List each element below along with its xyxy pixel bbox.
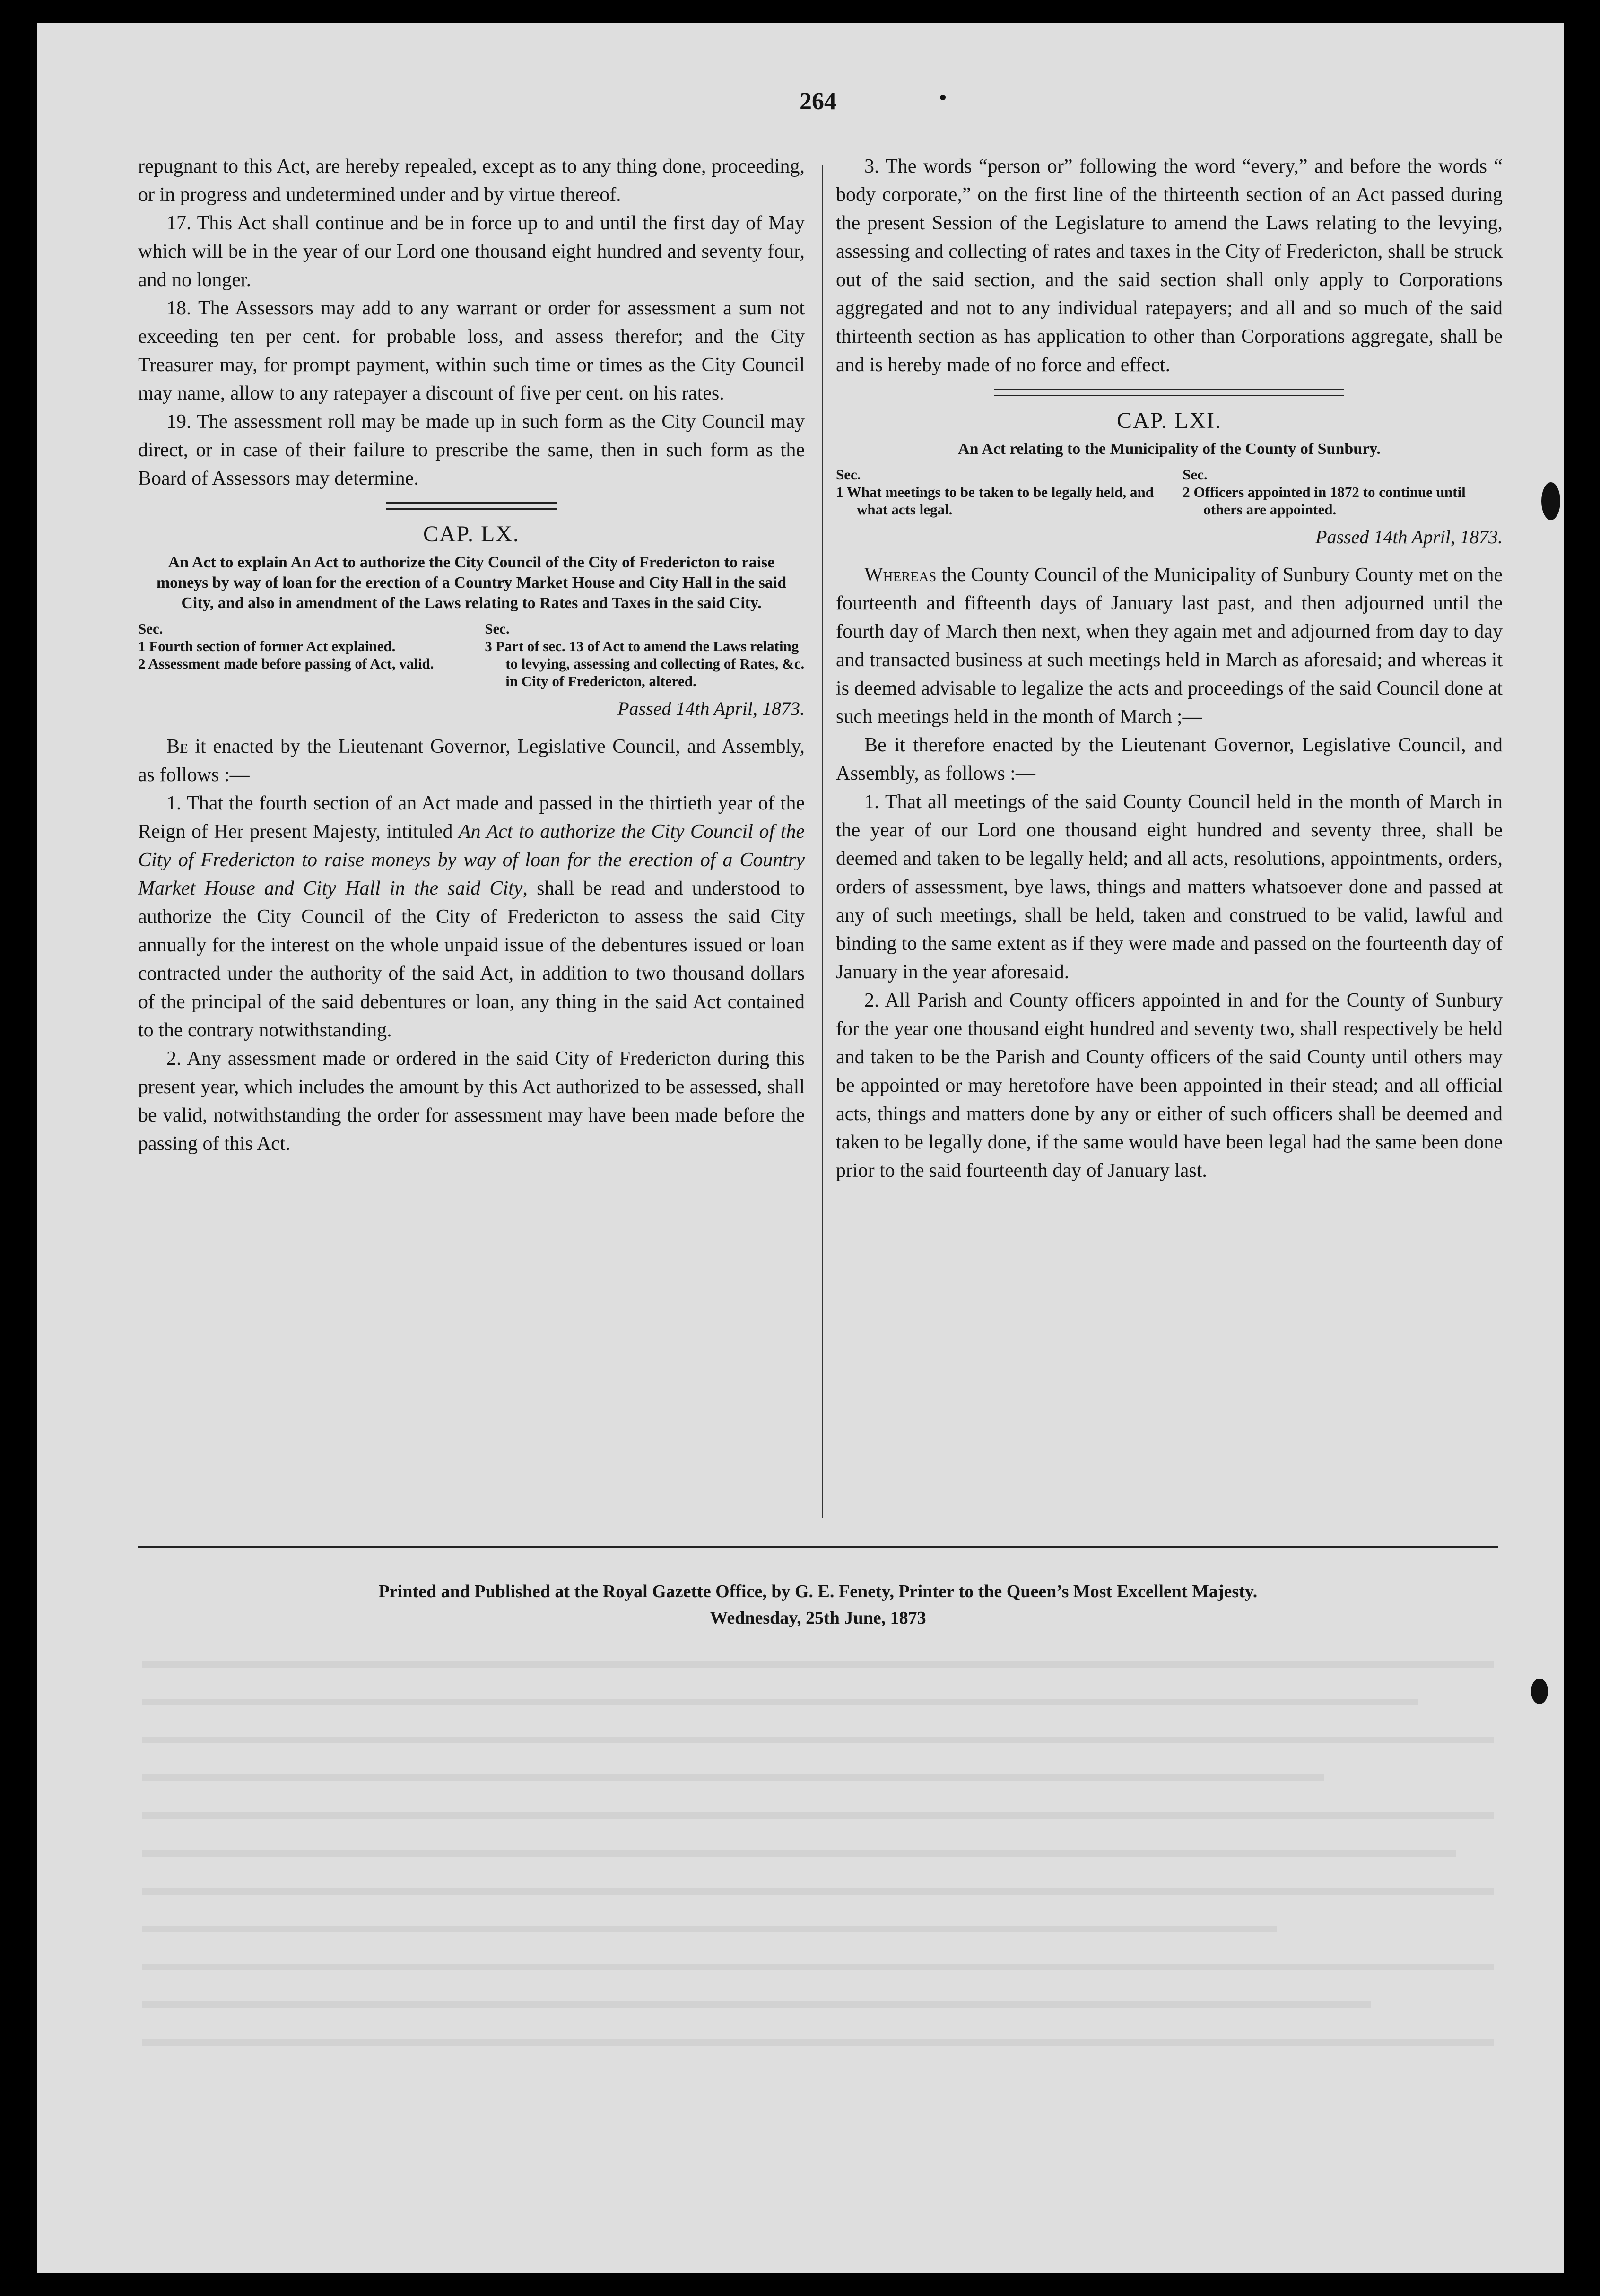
ink-blot xyxy=(1531,1679,1548,1704)
section-1-lxi: 1. That all meetings of the said County Council held in the month of March in the year of our Lord one thousand eight hundred and seventy three, shall be deemed and taken to be legally held; and all acts, resolutions, appointments, orders, orders of assessment, bye laws, things and matters whatsoever done and passed at any of such meetings, shall be held, taken and construed to be valid, lawful and binding to the same extent as if they were made and passed on the fourteenth day of January in the year aforesaid. xyxy=(836,791,1503,983)
sec-item: 2 Officers appointed in 1872 to continue until others are appointed. xyxy=(1183,484,1466,518)
section-2-lxi: 2. All Parish and County officers appointed in and for the County of Sunbury for the year one thousand eight hundred and seventy two, shall respectively be held and taken to be the Parish and County officers of the said County until others may be appointed or may heretofore have been appointed in their stead; and all official acts, things and matters done by any or either of such officers shall be deemed and taken to be legally done, if the same would have been legal had the same been done prior to the said fourteenth day of January last. xyxy=(836,990,1503,1182)
chapter-title-lxi: An Act relating to the Municipality of the County of Sunbury. xyxy=(958,440,1381,458)
ink-blot xyxy=(1541,482,1560,520)
ink-speck xyxy=(940,95,946,100)
sec-item: 1 What meetings to be taken to be legally held, and what acts legal. xyxy=(836,484,1154,518)
column-divider xyxy=(822,165,823,1518)
section-17: 17. This Act shall continue and be in force up to and until the first day of May which will be in the year of our Lord one thousand eight hundred and seventy four, and no longer. xyxy=(138,212,805,291)
continued-paragraph: repugnant to this Act, are hereby repealed, except as to any thing done, proceeding, or in progress and undetermined under and by virtue thereof. xyxy=(138,156,805,206)
sec-header: Sec. xyxy=(138,620,163,637)
chapter-divider xyxy=(994,389,1344,396)
enact-lead: Be xyxy=(166,736,188,757)
enacting-clause-lx xyxy=(138,732,805,789)
enacting-clause-lxi: Be it therefore enacted by the Lieutenant Governor, Legislative Council, and Assembly, as follows :— xyxy=(836,734,1503,784)
section-1-lx xyxy=(138,789,805,1044)
sec-item: 3 Part of sec. 13 of Act to amend the Laws relating to levying, assessing and collecting of Rates, &c. in City of Fredericton, altered. xyxy=(485,638,805,689)
page-number: 264 xyxy=(800,88,836,115)
chapter-divider xyxy=(386,502,557,510)
section-index-left xyxy=(138,620,458,690)
passed-date-lxi: Passed 14th April, 1873. xyxy=(1315,526,1503,548)
left-column xyxy=(138,152,805,1158)
section-1-act-title: An Act to authorize the City Council of the City of Fredericton to raise moneys by way of loan for the erection of a Country Market House and City Hall in the said City xyxy=(138,821,805,899)
section-index-right xyxy=(485,620,805,690)
imprint-date: Wednesday, 25th June, 1873 xyxy=(710,1608,926,1628)
chapter-title-lx: An Act to explain An Act to authorize the City Council of the City of Fredericton to raise moneys by way of loan for the erection of a Country Market House and City Hall in the said City, and also in amendment of the Laws relating to Rates and Taxes in the said City. xyxy=(156,554,787,612)
preamble-lxi xyxy=(836,561,1503,731)
imprint-printer: Printed and Published at the Royal Gazette Office, by G. E. Fenety, Printer to the Queen’s Most Excellent Majesty. xyxy=(378,1582,1258,1601)
sec-item: 2 Assessment made before passing of Act, valid. xyxy=(138,655,434,672)
section-1-text-a: 1. That the fourth section of an Act made and passed in the thirtieth year of the Reign of Her present Majesty, intituled xyxy=(138,792,805,843)
sec-header: Sec. xyxy=(836,466,861,483)
sec-header: Sec. xyxy=(1183,466,1208,483)
section-index-right xyxy=(1183,466,1503,518)
section-index-lx xyxy=(138,620,805,690)
imprint xyxy=(138,1578,1498,1631)
sec-item: 1 Fourth section of former Act explained. xyxy=(138,638,396,654)
whereas-lead: Whereas xyxy=(864,564,937,586)
section-1-text-b: , shall be read and understood to authorize the City Council of the City of Fredericton to assess the said City annually for the interest on the whole unpaid issue of the debentures issued or loan contracted under the authority of the said Act, in addition to two thousand dollars of the principal of the said debentures or loan, any thing in the said Act contained to the contrary notwithstanding. xyxy=(138,878,805,1041)
section-index-lxi xyxy=(836,466,1503,518)
chapter-heading-lx: CAP. LX. xyxy=(423,522,520,547)
section-19: 19. The assessment roll may be made up in such form as the City Council may direct, or in case of their failure to prescribe the same, then in such form as the Board of Assessors may determine. xyxy=(138,411,805,489)
footer-divider xyxy=(138,1546,1498,1548)
chapter-heading-lxi: CAP. LXI. xyxy=(1116,408,1222,433)
section-2-lx: 2. Any assessment made or ordered in the said City of Fredericton during this present year, which includes the amount by this Act authorized to be assessed, shall be valid, notwithstanding the order for assessment may have been made before the passing of this Act. xyxy=(138,1048,805,1155)
section-18: 18. The Assessors may add to any warrant or order for assessment a sum not exceeding ten per cent. for probable loss, and assess therefor; and the City Treasurer may, for prompt payment, within such time or times as the City Council may name, allow to any ratepayer a discount of five per cent. on his rates. xyxy=(138,297,805,404)
enact-text: it enacted by the Lieutenant Governor, Legislative Council, and Assembly, as follows :— xyxy=(138,736,805,786)
whereas-text: the County Council of the Municipality of Sunbury County met on the fourteenth and fifteenth days of January last past, and then adjourned until the fourth day of March then next, when they again met and adjourned from day to day and transacted business at such meetings held in March as aforesaid; and whereas it is deemed advisable to legalize the acts and proceedings of the said Council done at such meetings held in the month of March ;— xyxy=(836,564,1503,728)
sec-header: Sec. xyxy=(485,620,510,637)
right-column xyxy=(836,152,1503,1185)
passed-date-lx: Passed 14th April, 1873. xyxy=(617,698,805,719)
section-index-left xyxy=(836,466,1156,518)
bleed-through-texture xyxy=(142,1645,1499,2071)
section-3-lx: 3. The words “person or” following the word “every,” and before the words “ body corporate,” on the first line of the thirteenth section of an Act passed during the present Session of the Legislature to amend the Laws relating to the levying, assessing and collecting of rates and taxes in the City of Fredericton, shall be struck out of the said section, and the said section shall only apply to Corporations aggregated and not to any individual ratepayers; and all and so much of the said thirteenth section as has application to other than Corporations aggregate, shall be and is hereby made of no force and effect. xyxy=(836,156,1503,376)
